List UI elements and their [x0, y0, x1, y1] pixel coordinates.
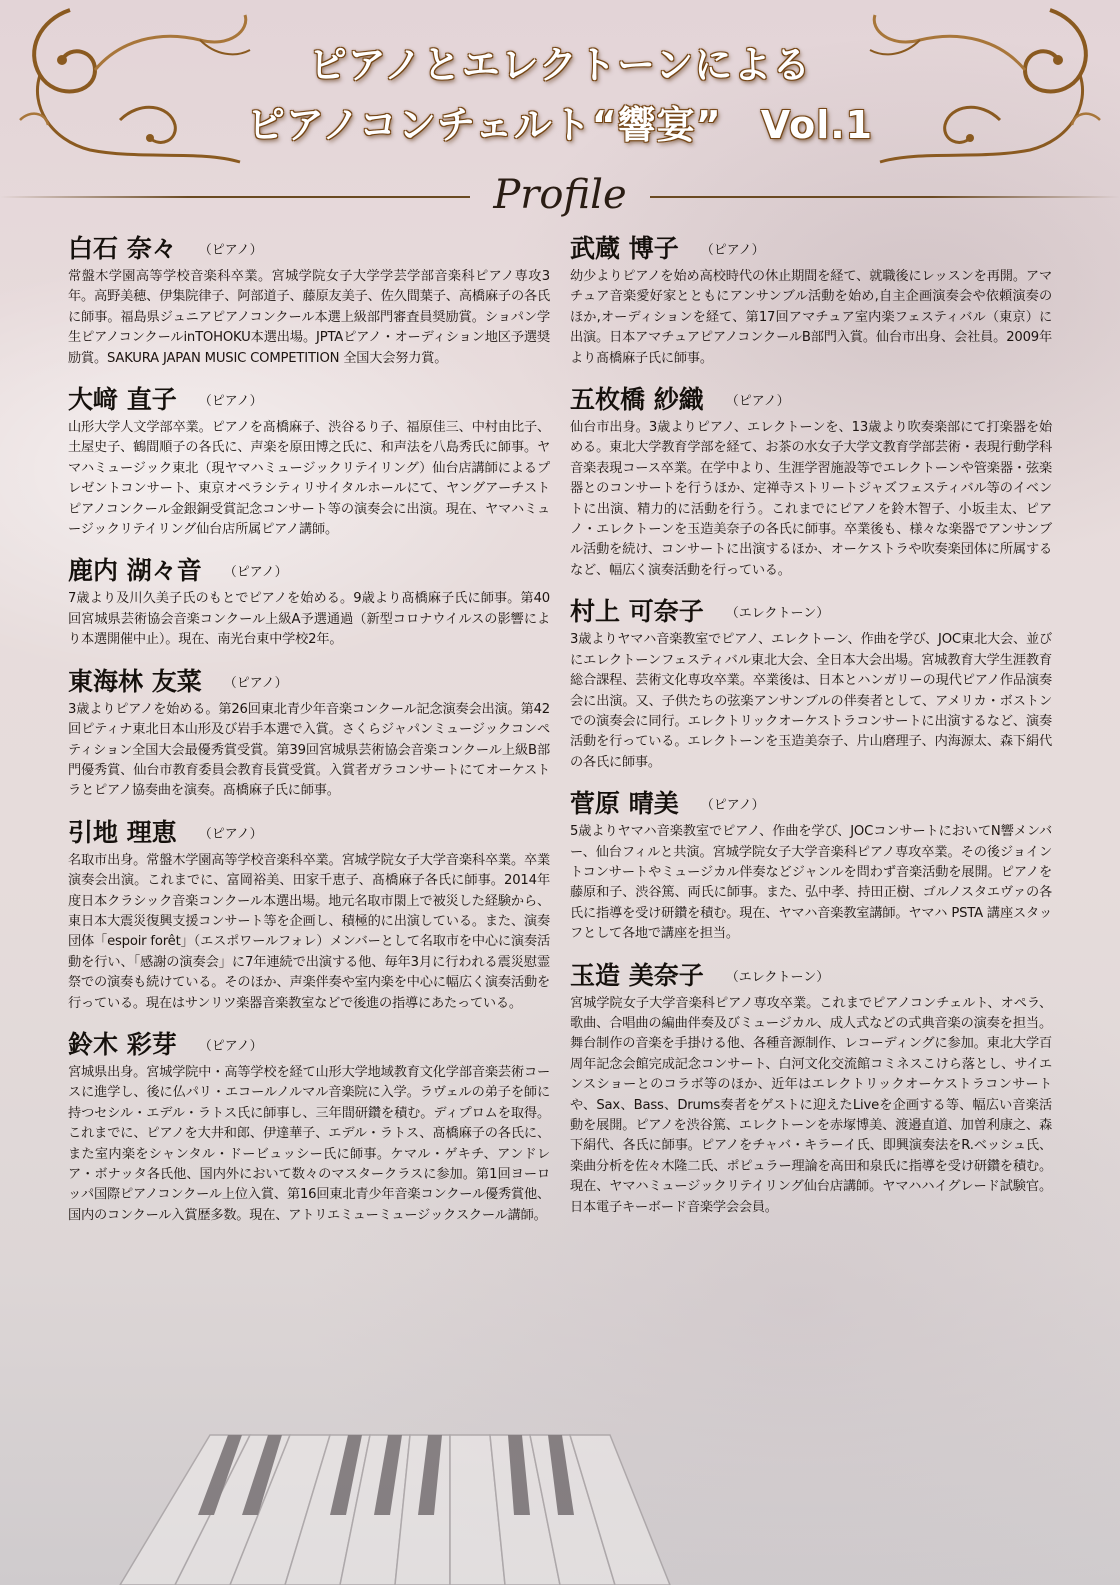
profile-entry: [570, 789, 1052, 944]
profile-entry: [68, 556, 550, 650]
performer-name: 引地 理恵: [68, 817, 177, 847]
performer-name: 五枚橋 紗織: [570, 385, 704, 415]
piano-keys-background: [0, 1325, 1120, 1585]
performer-bio: 宮城学院女子大学音楽科ピアノ専攻卒業。これまでピアノコンチェルト、オペラ、歌曲、合唱曲の編曲伴奏及びミュージカル、成人式などの式典音楽の演奏を担当。舞台制作の音楽を手掛ける他、各種音源制作、レコーディングに参加。東北大学百周年記念会館完成記念コンサート、白河文化交流館コミネスこけら落とし、サイエンスショーとのコラボ等のほか、近年はエレクトリックオーケストラコンサートや、Sax、Bass、Drums奏者をゲストに迎えたLiveを企画する等、幅広い音楽活動を展開。ピアノを渋谷篤、エレクトーンを赤塚博美、渡邉直道、加曽利康之、森下絹代、各氏に師事。ピアノをチャバ・キラーイ氏、即興演奏法をR.ベッシュ氏、楽曲分析を佐々木隆二氏、ポピュラー理論を高田和泉氏に指導を受け研鑽を積む。現在、ヤマハミュージックリテイリング仙台店講師。ヤマハハイグレード試験官。日本電子キーボード音楽学会会員。: [570, 995, 1052, 1215]
profile-entry: [68, 385, 550, 540]
header: [0, 0, 1120, 230]
performer-name: 玉造 美奈子: [570, 960, 704, 990]
performer-role: （ピアノ）: [198, 243, 263, 258]
performer-name: 鈴木 彩芽: [68, 1029, 177, 1059]
profiles-right-column: [570, 234, 1052, 1234]
title-line-1: ピアノとエレクトーンによる: [308, 43, 812, 87]
performer-role: （ピアノ）: [198, 394, 263, 410]
performer-name: 武蔵 博子: [570, 234, 679, 263]
performer-bio: 3歳よりヤマハ音楽教室でピアノ、エレクトーン、作曲を学び、JOC東北大会、並びにエレクトーンフェスティバル東北大会、全日本大会出場。宮城教育大学生涯教育総合課程、芸術文化専攻卒業。卒業後は、日本とハンガリーの現代ピアノ作品演奏会に出演。又、子供たちの弦楽アンサンブルの伴奏者として、アメリカ・ボストンでの演奏会に同行。エレクトリックオーケストラコンサートに出演するなど、演奏活動を行っている。エレクトーンを玉造美奈子、片山磨理子、内海源太、森下絹代の各氏に師事。: [570, 632, 1052, 770]
profile-heading: Profile: [493, 172, 627, 218]
performer-role: （ピアノ）: [700, 798, 765, 814]
profile-entry: [570, 961, 1052, 1218]
profile-heading-row: [0, 172, 1120, 222]
profile-entry: [570, 385, 1052, 581]
performer-bio: 常盤木学園高等学校音楽科卒業。宮城学院女子大学学芸学部音楽科ピアノ専攻3年。高野美穂、伊集院律子、阿部道子、藤原友美子、佐久間葉子、高橋麻子の各氏に師事。福島県ジュニアピアノコンクール本選上級部門審査員奨励賞。ショパン学生ピアノコンクールinTOHOKU本選出場。JPTAピアノ・オーディション地区予選奨励賞。SAKURA JAPAN MUSIC COMPETITION 全国大会努力賞。: [68, 269, 550, 366]
performer-bio: 3歳よりピアノを始める。第26回東北青少年音楽コンクール記念演奏会出演。第42回ピティナ東北日本山形及び岩手本選で入賞。さくらジャパンミュージックコンペティション全国大会最優秀賞受賞。第39回宮城県芸術協会音楽コンクール上級B部門優秀賞、仙台市教育委員会教育長賞受賞。入賞者ガラコンサートにてオーケストラとピアノ協奏曲を演奏。髙橋麻子氏に師事。: [68, 701, 550, 799]
performer-role: （ピアノ）: [223, 675, 288, 691]
profile-entry: [68, 667, 550, 802]
performer-role: （ピアノ）: [198, 826, 263, 842]
profile-entry: [68, 1030, 550, 1226]
performer-role: （ピアノ）: [198, 1038, 263, 1054]
performer-bio: 幼少よりピアノを始め高校時代の休止期間を経て、就職後にレッスンを再開。アマチュア音楽愛好家とともにアンサンブル活動を始め,自主企画演奏会や依頼演奏のほか,オーディションを経て、第17回アマチュア室内楽フェスティバル（東京）に出演。日本アマチュアピアノコンクールB部門入賞。仙台市出身、会社員。2009年より髙橋麻子氏に師事。: [570, 269, 1052, 366]
performer-name: 鹿内 湖々音: [68, 556, 202, 586]
performer-name: 白石 奈々: [68, 234, 177, 263]
performer-name: 村上 可奈子: [570, 597, 704, 627]
performer-role: （ピアノ）: [223, 565, 288, 581]
performer-name: 菅原 晴美: [570, 789, 679, 819]
title-line-2: ピアノコンチェルト“響宴” Vol.1: [246, 103, 874, 147]
performer-bio: 名取市出身。常盤木学園高等学校音楽科卒業。宮城学院女子大学音楽科卒業。卒業演奏会出演。これまでに、富岡裕美、田家千恵子、髙橋麻子各氏に師事。2014年度日本クラシック音楽コンクール本選出場。地元名取市閖上で被災した経験から、東日本大震災復興支援コンサート等を企画し、積極的に出演している。また、演奏団体「espoir forêt」（エスポワールフォレ）メンバーとして名取市を中心に演奏活動を行い、「感謝の演奏会」に7年連続で出演する他、毎年3月に行われる震災慰霊祭での演奏も続けている。そのほか、声楽伴奏や室内楽を中心に幅広く演奏活動を行っている。現在はサンリツ楽器音楽教室などで後進の指導にあたっている。: [68, 852, 550, 1011]
performer-role: （ピアノ）: [700, 243, 765, 258]
performer-role: （エレクトーン）: [725, 606, 830, 622]
profile-entry: [68, 818, 550, 1014]
profiles-left-column: [68, 234, 550, 1242]
performer-bio: 山形大学人文学部卒業。ピアノを髙橋麻子、渋谷るり子、福原佳三、中村由比子、土屋史子、鶴間順子の各氏に、声楽を原田博之氏に、和声法を八島秀氏に師事。ヤマハミュージック東北（現ヤマハミュージックリテイリング）仙台店講師によるプレゼントコンサート、東京オペラシティリサイタルホールにて、ヤングアーチストピアノコンクール金銀銅受賞記念コンサート等の演奏会に出演。現在、ヤマハミュージックリテイリング仙台店所属ピアノ講師。: [68, 420, 550, 538]
performer-bio: 7歳より及川久美子氏のもとでピアノを始める。9歳より髙橋麻子氏に師事。第40回宮城県芸術協会音楽コンクール上級A予選通過（新型コロナウイルスの影響により本選開催中止）。現在、南光台東中学校2年。: [68, 591, 550, 648]
profile-entry: [570, 234, 1052, 369]
performer-role: （ピアノ）: [725, 394, 790, 410]
performer-bio: 仙台市出身。3歳よりピアノ、エレクトーンを、13歳より吹奏楽部にて打楽器を始める。東北大学教育学部を経て、お茶の水女子大学文教育学部芸術・表現行動学科音楽表現コース卒業。在学中より、生涯学習施設等でエレクトーンや管楽器・弦楽器とのコンサートを行うほか、定禅寺ストリートジャズフェスティバル等のイベントに出演、精力的に活動を行う。これまでにピアノを鈴木智子、小坂圭太、ピアノ・エレクトーンを玉造美奈子の各氏に師事。卒業後も、様々な楽器でアンサンブル活動を続け、コンサートに出演するほか、オーケストラや吹奏楽団体に所属するなど、幅広く演奏活動を行っている。: [570, 420, 1052, 578]
profile-entry: [68, 234, 550, 369]
performer-name: 東海林 友菜: [68, 666, 202, 696]
profile-entry: [570, 597, 1052, 773]
performer-role: （エレクトーン）: [725, 969, 830, 985]
performer-bio: 宮城県出身。宮城学院中・高等学校を経て山形大学地域教育文化学部音楽芸術コースに進学し、後に仏パリ・エコールノルマル音楽院に入学。ラヴェルの弟子を師に持つセシル・エデル・ラトス氏に師事し、三年間研鑽を積む。ディプロムを取得。これまでに、ピアノを大井和郎、伊達華子、エデル・ラトス、髙橋麻子の各氏に、また室内楽をシャンタル・ドービュッシー氏に師事。ケマル・ゲキチ、アンドレア・ボナッタ各氏他、国内外において数々のマスタークラスに参加。第1回ヨーロッパ国際ピアノコンクール上位入賞、第16回東北青少年音楽コンクール優秀賞他、国内のコンクール入賞歴多数。現在、アトリエミューミュージックスクール講師。: [68, 1064, 550, 1223]
performer-bio: 5歳よりヤマハ音楽教室でピアノ、作曲を学び、JOCコンサートにおいてN響メンバー、仙台フィルと共演。宮城学院女子大学音楽科ピアノ専攻卒業。その後ジョイントコンサートやミュージカル伴奏などジャンルを問わず音楽活動を展開。ピアノを藤原和子、渋谷篤、両氏に師事。また、弘中孝、持田正樹、ゴルノスタエヴァの各氏に指導を受け研鑽を積む。現在、ヤマハ音楽教室講師。ヤマハ PSTA 講座スタッフとして各地で講座を担当。: [570, 824, 1052, 942]
performer-name: 大﨑 直子: [68, 385, 177, 415]
